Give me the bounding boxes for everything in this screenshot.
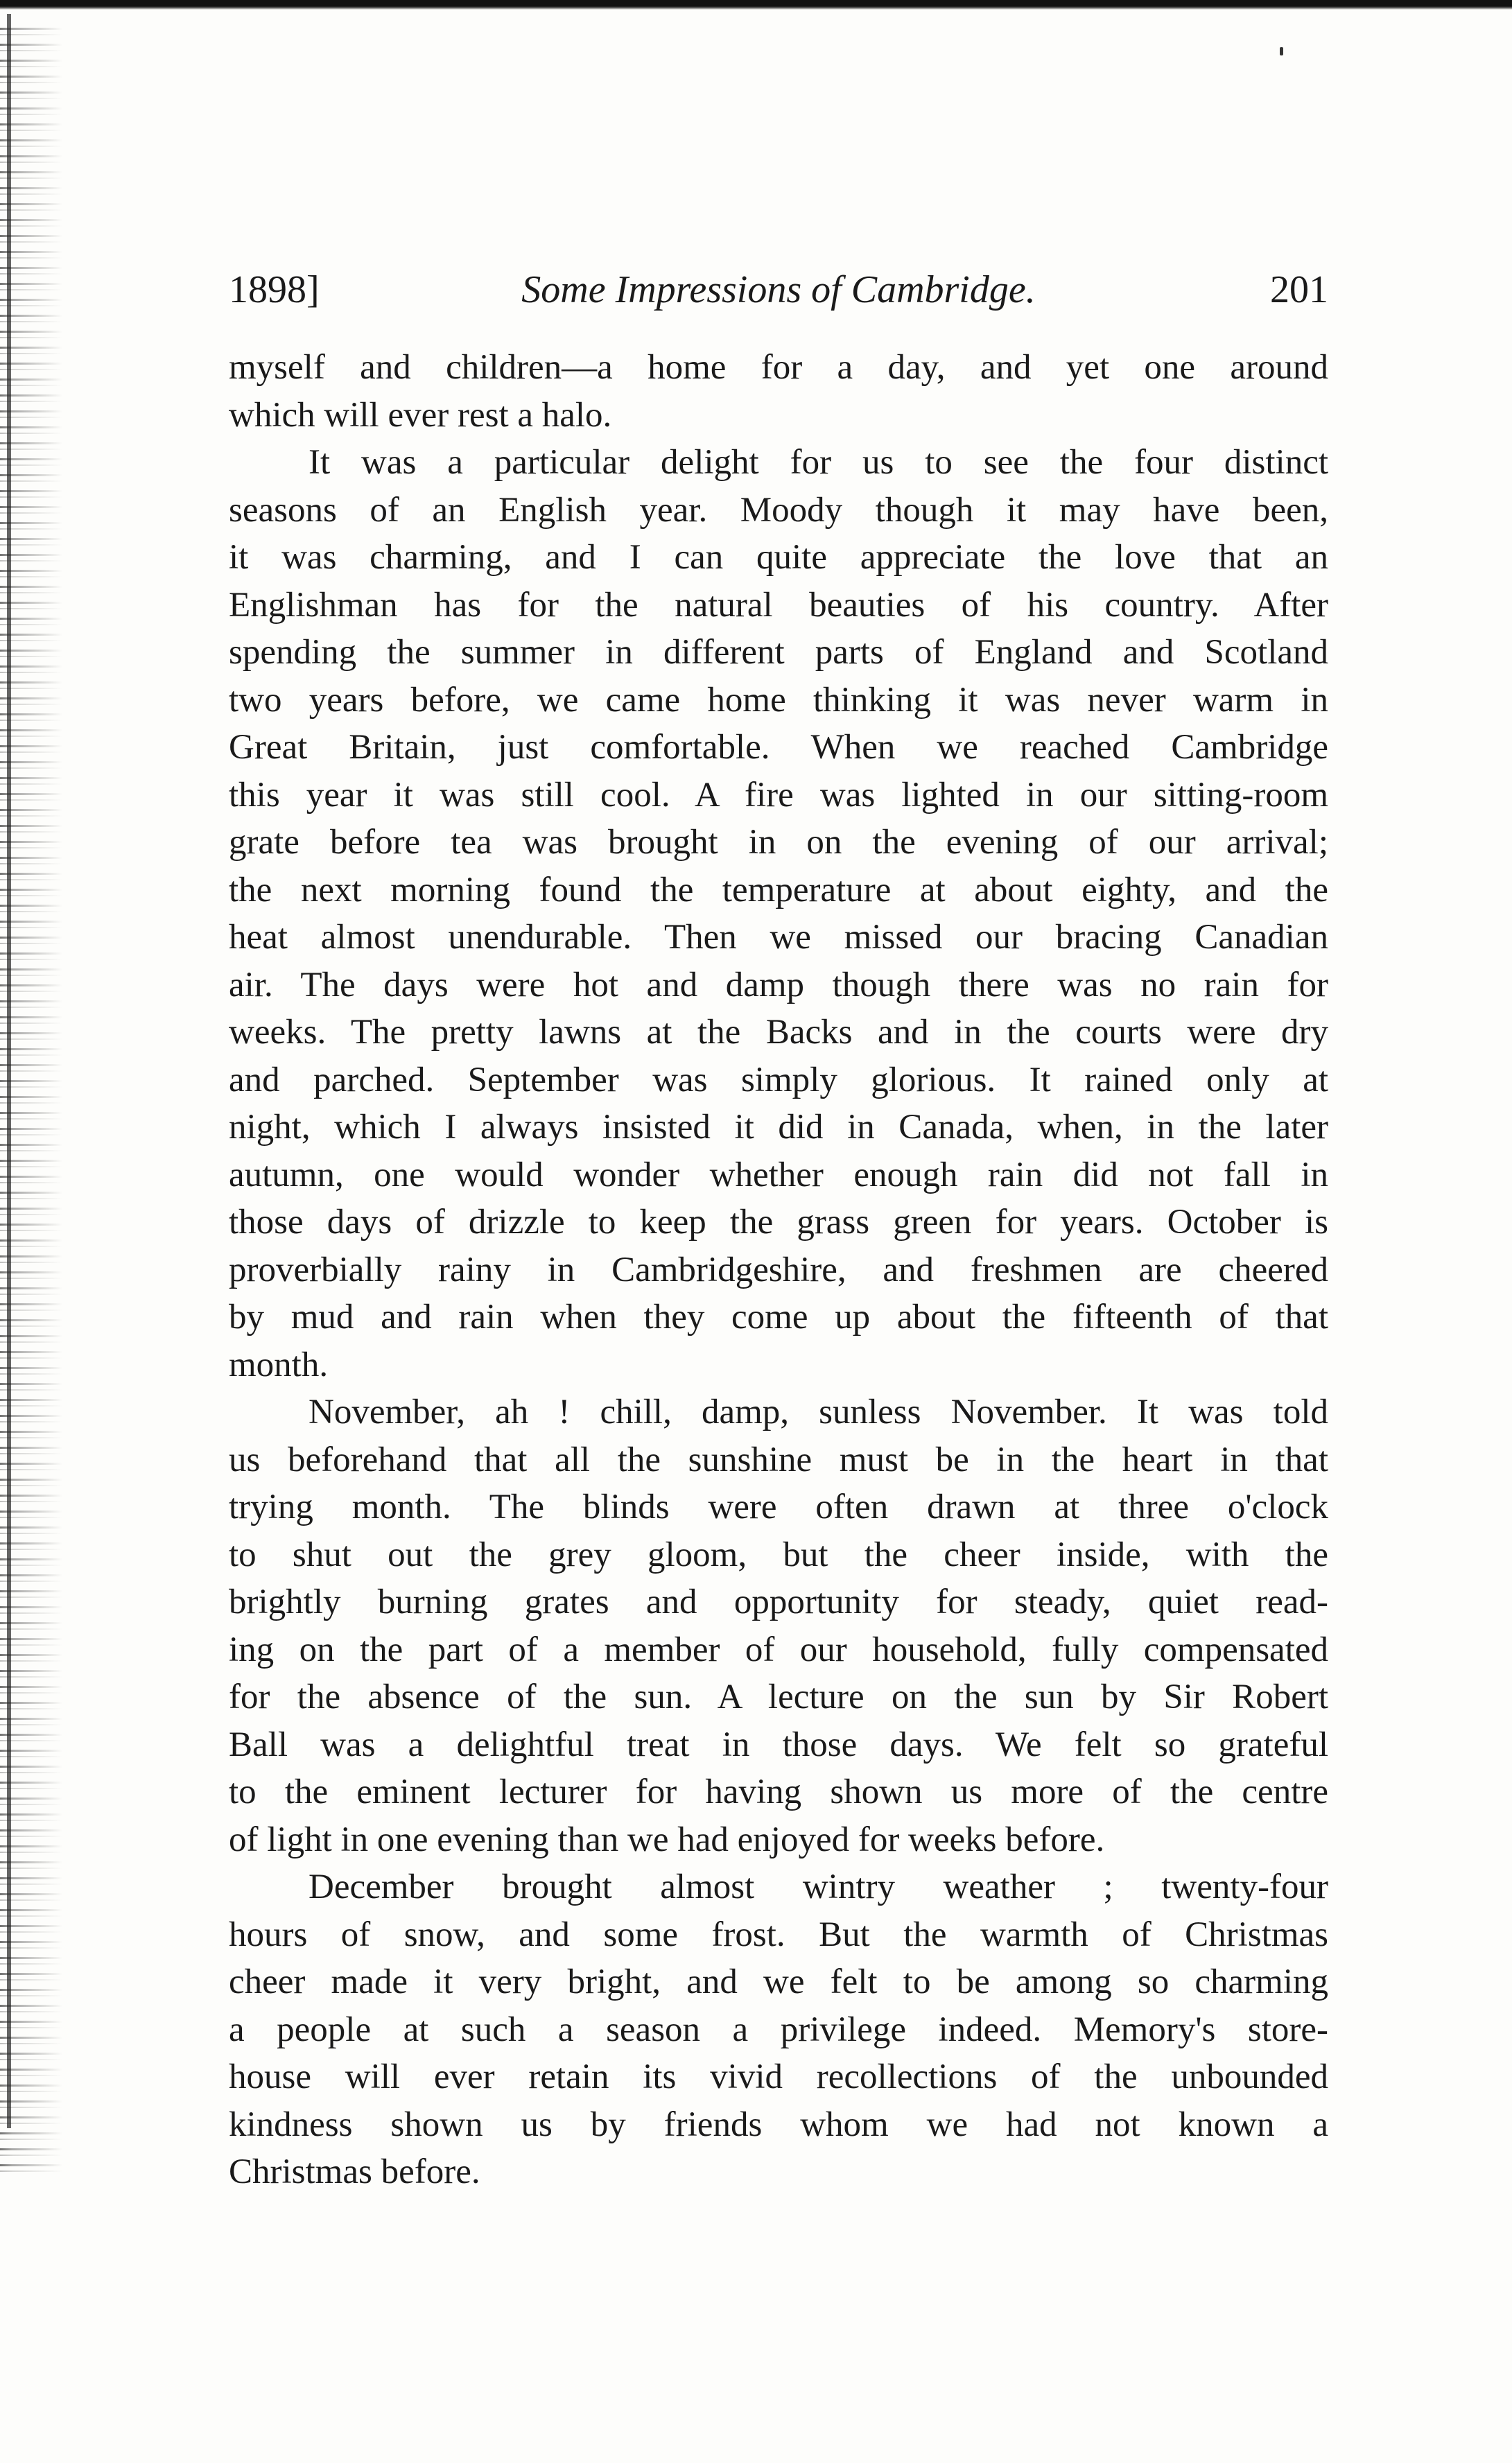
text-line: to the eminent lecturer for having shown us more of the centre — [229, 1773, 1328, 1811]
text-line: us beforehand that all the sunshine must be in the heart in that — [229, 1440, 1328, 1479]
header-year: 1898] — [229, 268, 320, 311]
text-line: it was charming, and I can quite appreciate the love that an — [229, 538, 1328, 577]
text-line: cheer made it very bright, and we felt to be among so charming — [229, 1962, 1328, 2001]
text-line: Ball was a delightful treat in those days. We felt so grateful — [229, 1725, 1328, 1764]
text-line: the next morning found the temperature at about eighty, and the — [229, 870, 1328, 910]
text-line: weeks. The pretty lawns at the Backs and in the courts were dry — [229, 1013, 1328, 1052]
text-line: proverbially rainy in Cambridgeshire, and freshmen are cheered — [229, 1250, 1328, 1289]
text-line: spending the summer in different parts of England and Scotland — [229, 633, 1328, 672]
text-line: heat almost unendurable. Then we missed our bracing Canadian — [229, 918, 1328, 957]
page-number: 201 — [1270, 268, 1328, 311]
text-line: seasons of an English year. Moody though it may have been, — [229, 490, 1328, 530]
text-line: December brought almost wintry weather ; twenty-four — [309, 1868, 1328, 1906]
text-line: and parched. September was simply glorious. It rained only at — [229, 1060, 1328, 1099]
text-line: house will ever retain its vivid recollections of the unbounded — [229, 2057, 1328, 2096]
top-edge-rule — [0, 0, 1512, 10]
text-line: Great Britain, just comfortable. When we reached Cambridge — [229, 728, 1328, 767]
header-title: Some Impressions of Cambridge. — [521, 268, 1036, 311]
text-line: ing on the part of a member of our household, fully compensated — [229, 1630, 1328, 1669]
text-line: Englishman has for the natural beauties of his country. After — [229, 585, 1328, 625]
text-line: autumn, one would wonder whether enough rain did not fall in — [229, 1155, 1328, 1194]
text-line: those days of drizzle to keep the grass green for years. October is — [229, 1203, 1328, 1242]
binding-line — [7, 14, 11, 2128]
text-line: night, which I always insisted it did in Canada, when, in the later — [229, 1108, 1328, 1147]
body-text — [229, 344, 1328, 2196]
text-line: of light in one evening than we had enjoyed for weeks before. — [229, 1820, 1105, 1859]
text-line: air. The days were hot and damp though there was no rain for — [229, 965, 1328, 1004]
text-line: for the absence of the sun. A lecture on the sun by Sir Robert — [229, 1678, 1328, 1716]
text-line: It was a particular delight for us to see the four distinct — [309, 443, 1328, 482]
text-line: by mud and rain when they come up about the fifteenth of that — [229, 1298, 1328, 1337]
text-line: this year it was still cool. A fire was lighted in our sitting-room — [229, 775, 1328, 815]
text-line: trying month. The blinds were often drawn at three o'clock — [229, 1488, 1328, 1526]
running-head — [229, 262, 1328, 317]
text-line: grate before tea was brought in on the evening of our arrival; — [229, 823, 1328, 862]
text-line: to shut out the grey gloom, but the cheer inside, with the — [229, 1535, 1328, 1574]
text-line: hours of snow, and some frost. But the warmth of Christmas — [229, 1915, 1328, 1954]
text-line: kindness shown us by friends whom we had not known a — [229, 2105, 1328, 2144]
text-line: month. — [229, 1345, 329, 1384]
ink-speck — [1280, 47, 1283, 55]
text-line: which will ever rest a halo. — [229, 395, 612, 435]
text-line: two years before, we came home thinking it was never warm in — [229, 680, 1328, 720]
text-line: November, ah ! chill, damp, sunless November. It was told — [309, 1393, 1328, 1431]
text-line: myself and children—a home for a day, and yet one around — [229, 348, 1328, 387]
text-line: Christmas before. — [229, 2152, 480, 2191]
text-line: brightly burning grates and opportunity for steady, quiet read- — [229, 1583, 1328, 1621]
text-line: a people at such a season a privilege indeed. Memory's store- — [229, 2010, 1328, 2049]
